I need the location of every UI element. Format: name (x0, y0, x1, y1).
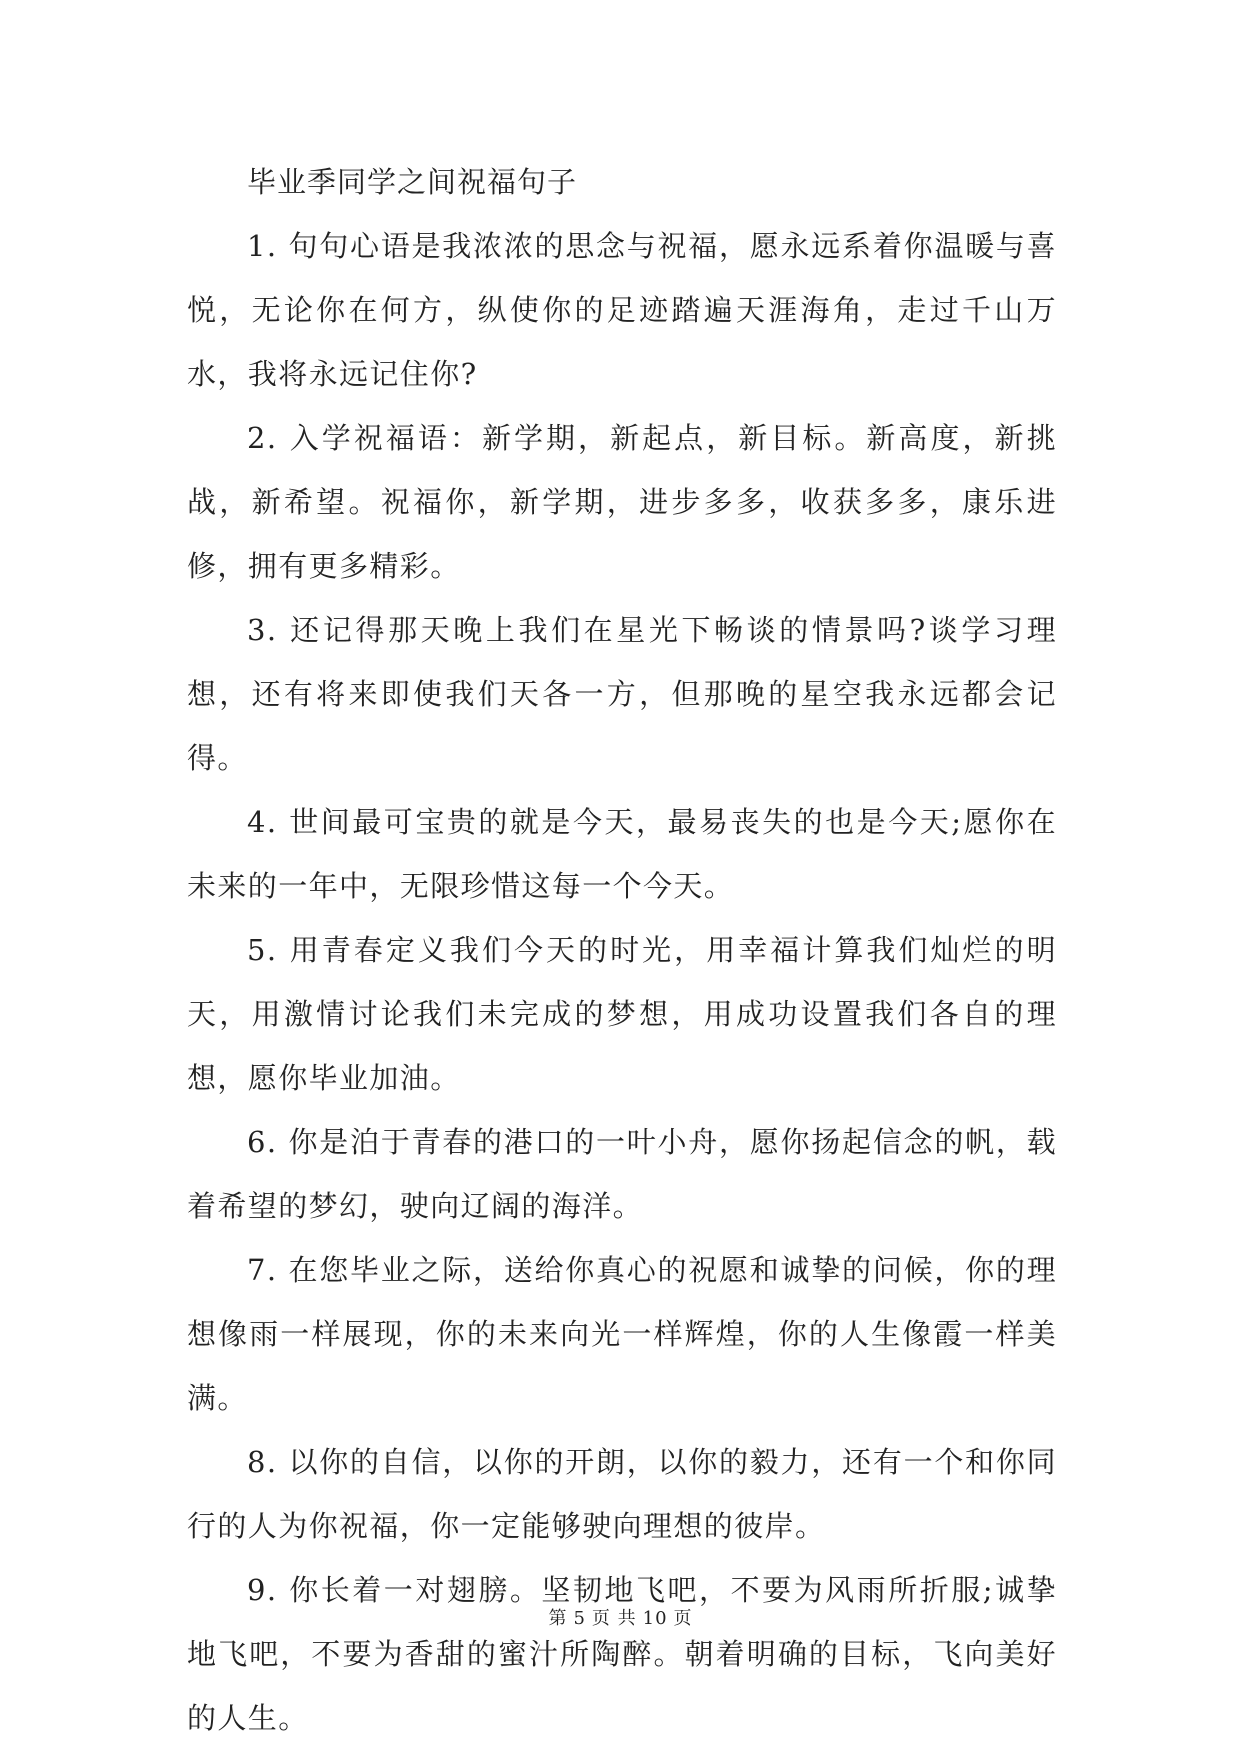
blessing-item-3: 3. 还记得那天晚上我们在星光下畅谈的情景吗?谈学习理想，还有将来即使我们天各一方，但那晚的星空我永远都会记得。 (187, 613, 1057, 775)
blessing-item-8: 8. 以你的自信，以你的开朗，以你的毅力，还有一个和你同行的人为你祝福，你一定能够驶向理想的彼岸。 (187, 1445, 1057, 1543)
total-pages-number: 10 (642, 1608, 668, 1629)
document-body (187, 150, 1057, 1750)
document-title: 毕业季同学之间祝福句子 (247, 165, 578, 199)
page-mid-text: 页 共 (591, 1608, 637, 1629)
current-page-number: 5 (573, 1608, 586, 1629)
blessing-item-6: 6. 你是泊于青春的港口的一叶小舟，愿你扬起信念的帆，载着希望的梦幻，驶向辽阔的海洋。 (187, 1125, 1057, 1223)
blessing-item-9: 9. 你长着一对翅膀。坚韧地飞吧，不要为风雨所折服;诚挚地飞吧，不要为香甜的蜜汁所陶醉。朝着明确的目标，飞向美好的人生。 (187, 1573, 1057, 1735)
page-suffix: 页 (673, 1608, 693, 1629)
blessing-item-5: 5. 用青春定义我们今天的时光，用幸福计算我们灿烂的明天，用激情讨论我们未完成的梦想，用成功设置我们各自的理想，愿你毕业加油。 (187, 933, 1057, 1095)
blessing-item-4: 4. 世间最可宝贵的就是今天，最易丧失的也是今天;愿你在未来的一年中，无限珍惜这每一个今天。 (187, 805, 1057, 903)
page-footer (0, 1607, 1241, 1631)
blessing-item-2: 2. 入学祝福语：新学期，新起点，新目标。新高度，新挑战，新希望。祝福你，新学期，进步多多，收获多多，康乐进修，拥有更多精彩。 (187, 421, 1057, 583)
page-prefix: 第 (548, 1608, 568, 1629)
blessing-item-7: 7. 在您毕业之际，送给你真心的祝愿和诚挚的问候，你的理想像雨一样展现，你的未来向光一样辉煌，你的人生像霞一样美满。 (187, 1253, 1057, 1415)
blessing-item-1: 1. 句句心语是我浓浓的思念与祝福，愿永远系着你温暖与喜悦，无论你在何方，纵使你的足迹踏遍天涯海角，走过千山万水，我将永远记住你? (187, 229, 1057, 391)
